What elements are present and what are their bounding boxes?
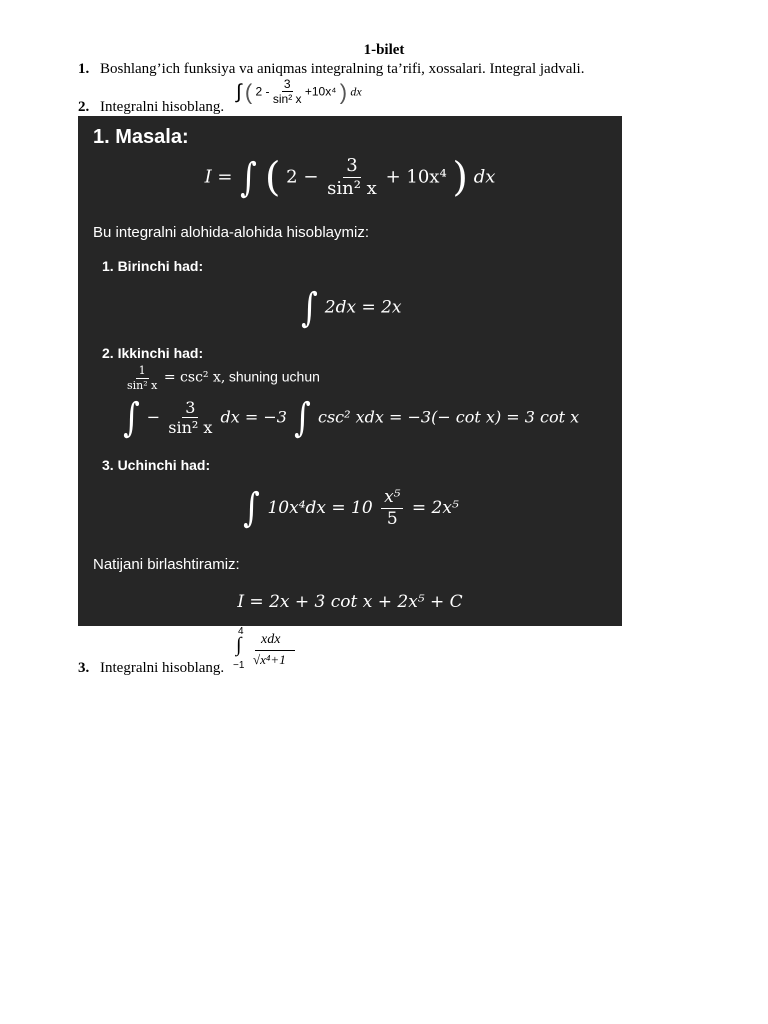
step-1-formula — [78, 285, 622, 331]
fraction-numerator: 1 — [136, 365, 149, 379]
upper-limit: 4 — [238, 626, 244, 637]
step-1-label: 1. Birinchi had: — [102, 258, 204, 274]
right-paren: ) — [339, 79, 348, 105]
formula-term: dx = −3 — [220, 407, 287, 427]
question-3-number: 3. — [78, 660, 90, 676]
formula-dx: dx — [350, 84, 362, 99]
fraction — [381, 488, 403, 529]
integral-sign: ∫ — [294, 395, 311, 441]
fraction — [327, 156, 377, 199]
question-2-formula — [236, 78, 362, 107]
fraction — [127, 365, 157, 392]
step-2-label: 2. Ikkinchi had: — [102, 345, 204, 361]
right-paren: ) — [452, 154, 468, 201]
question-3-formula — [233, 626, 313, 676]
integral-sign: ∫ — [236, 80, 242, 103]
formula-lhs: I = — [204, 166, 233, 188]
formula-term: = 2x⁵ — [411, 497, 459, 518]
fraction-numerator: 3 — [182, 399, 198, 418]
formula-term: 2 − — [286, 166, 319, 188]
question-1 — [78, 61, 584, 78]
formula-dx: dx — [473, 166, 496, 188]
question-3-text: Integralni hisoblang. — [100, 660, 225, 676]
fraction-numerator: 3 — [283, 77, 291, 91]
fraction-denominator: sin² x — [272, 92, 302, 107]
integral-sign: ∫ — [240, 154, 257, 201]
fraction-denominator: sin² x — [168, 418, 213, 438]
formula-term: + 10x⁴ — [385, 166, 447, 188]
fraction — [273, 78, 302, 107]
fraction-denominator: 5 — [386, 508, 398, 529]
left-paren: ( — [244, 79, 253, 105]
question-1-text: Boshlang’ich funksiya va aniqmas integralning ta’rifi, xossalari. Integral jadvali. — [100, 61, 585, 77]
fraction-numerator: xdx — [261, 632, 281, 647]
fraction-denominator: √x⁴+1 — [253, 652, 286, 667]
question-3 — [78, 660, 224, 677]
integral-sign: ∫ — [236, 634, 242, 656]
fraction-bar — [255, 650, 295, 651]
step-1-expression: 2dx = 2x — [324, 297, 402, 318]
step-3-formula — [78, 485, 622, 532]
formula-term: − — [146, 407, 161, 427]
question-2-text: Integralni hisoblang. — [100, 99, 225, 115]
question-2 — [78, 99, 224, 116]
fraction-denominator: sin² x — [327, 177, 377, 199]
panel-intro: Bu integralni alohida-alohida hisoblaymiz: — [93, 224, 369, 241]
integral-sign: ∫ — [243, 485, 260, 532]
panel-heading: 1. Masala: — [93, 126, 189, 148]
formula-term: +10x⁴ — [304, 84, 337, 99]
fraction — [168, 399, 212, 438]
ticket-title: 1-bilet — [363, 42, 405, 58]
solution-panel — [78, 116, 622, 626]
note-text: shuning uchun — [228, 368, 320, 385]
step-2-note — [124, 365, 320, 392]
left-paren: ( — [264, 154, 281, 201]
formula-term: 10x⁴dx = 10 — [267, 497, 373, 518]
formula-term: 2 - — [255, 84, 270, 99]
formula-term: csc² xdx = −3(− cot x) = 3 cot x — [317, 407, 580, 427]
result-formula: I = 2x + 3 cot x + 2x⁵ + C — [237, 592, 463, 612]
combine-text: Natijani birlashtiramiz: — [93, 556, 240, 573]
lower-limit: −1 — [233, 660, 245, 671]
note-expression: = csc² x, — [163, 369, 226, 386]
fraction-numerator: x⁵ — [381, 488, 403, 509]
question-2-number: 2. — [78, 99, 90, 115]
step-2-formula — [78, 395, 622, 441]
fraction-numerator: 3 — [343, 156, 360, 178]
main-formula — [78, 156, 622, 199]
integral-sign: ∫ — [122, 395, 140, 441]
question-1-number: 1. — [78, 61, 90, 77]
fraction-denominator: sin² x — [127, 378, 158, 392]
integral-sign: ∫ — [300, 285, 318, 331]
step-3-label: 3. Uchinchi had: — [102, 457, 211, 473]
